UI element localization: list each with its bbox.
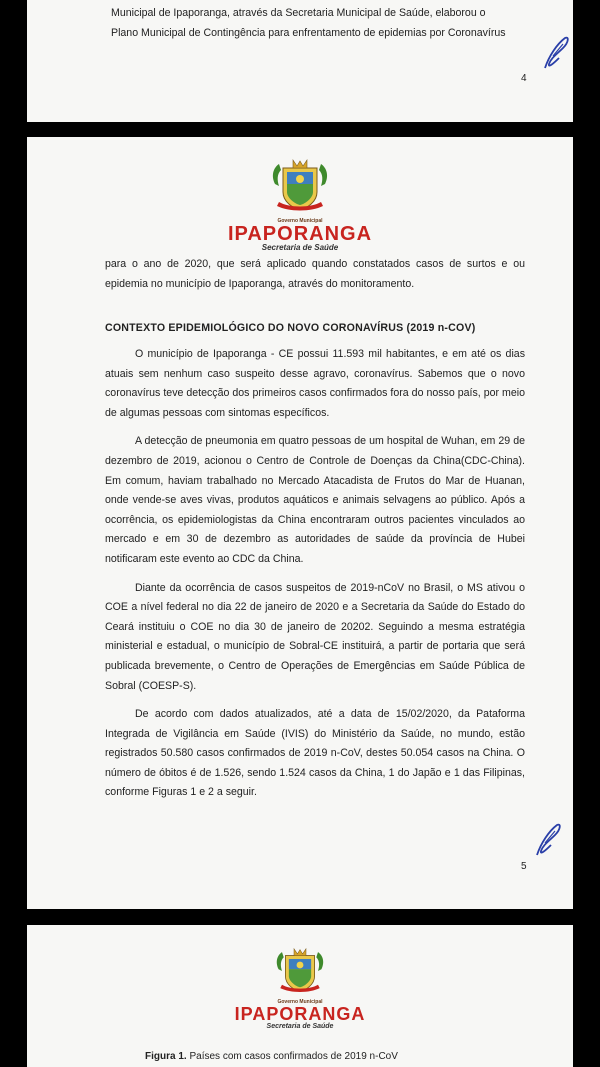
page-4-text <box>111 4 531 43</box>
figure-caption <box>145 1051 398 1062</box>
paragraph-3: Diante da ocorrência de casos suspeitos de 2019-nCoV no Brasil, o MS ativou o COE a nível federal no dia 22 de janeiro de 2020 e a Secretaria da Saúde do Estado do Ceará instituiu o COE no dia 30 de janeiro de 20202. Seguindo a mesma estratégia ministerial e estadual, o município de Sobral-CE instituirá, a partir de portaria que será publicada brevemente, o Centro de Operações de Emergências em Saúde Pública de Sobral (COESP-S). <box>105 581 525 692</box>
figure-caption-text: Países com casos confirmados de 2019 n-CoV <box>189 1051 398 1062</box>
signature-mark <box>539 34 573 74</box>
municipal-logo <box>200 947 400 1031</box>
section-heading: CONTEXTO EPIDEMIOLÓGICO DO NOVO CORONAVÍRUS (2019 n-COV) <box>105 322 476 334</box>
page-number: 4 <box>521 73 527 84</box>
logo-subtitle: Secretaria de Saúde <box>266 1023 334 1030</box>
page-number: 5 <box>521 861 527 872</box>
figure-caption-label: Figura 1. <box>145 1051 187 1062</box>
signature-mark <box>531 821 565 861</box>
logo-brand: IPAPORANGA <box>227 223 373 245</box>
paragraph-2: A detecção de pneumonia em quatro pessoas de um hospital de Wuhan, em 29 de dezembro de 2019, acionou o Centro de Controle de Doenças da China(CDC-China). Em comum, haviam trabalhado no Mercado Atacadista de Frutos do Mar de Huanan, onde vende-se aves vivas, produtos aquáticos e animais selvagens ao público. Após a ocorrência, os epidemiologistas da China encontraram outros pacientes vinculados ao mercado e em 30 de dezembro as autoridades de saúde da província de Hubei notificaram este evento ao CDC da China. <box>105 435 525 565</box>
logo-top-text: Governo Municipal <box>277 218 323 224</box>
logo-brand: IPAPORANGA <box>234 1004 366 1024</box>
logo-subtitle: Secretaria de Saúde <box>261 243 339 252</box>
page-5 <box>27 137 573 909</box>
municipal-logo <box>200 158 400 253</box>
page-6 <box>27 925 573 1067</box>
page-4 <box>27 0 573 122</box>
intro-text: para o ano de 2020, que será aplicado quando constatados casos de surtos e ou epidemia no município de Ipaporanga, através do monitoramento. <box>105 258 525 290</box>
coat-of-arms-icon <box>271 947 329 995</box>
page-4-line-1: Municipal de Ipaporanga, através da Secretaria Municipal de Saúde, elaborou o <box>111 7 486 19</box>
logo-top-text: Governo Municipal <box>277 999 323 1005</box>
coat-of-arms-icon <box>267 158 333 214</box>
body-text <box>105 345 525 803</box>
paragraph-1: O município de Ipaporanga - CE possui 11.593 mil habitantes, e em até os dias atuais sem nenhum caso suspeito desse agravo, coronavírus. Sabemos que o novo coronavírus teve detecção dos primeiros casos confirmados fora do nosso país, por meio de algumas pessoas com sintomas específicos. <box>105 348 525 419</box>
paragraph-4: De acordo com dados atualizados, até a data de 15/02/2020, da Pataforma Integrada de Vigilância em Saúde (IVIS) do Ministério da Saúde, no mundo, estão registrados 50.580 casos confirmados de 2019 n-CoV, destes 50.054 casos na China. O número de óbitos é de 1.526, sendo 1.524 casos da China, 1 do Japão e 1 das Filipinas, conforme Figuras 1 e 2 a seguir. <box>105 708 525 799</box>
page-4-line-2: Plano Municipal de Contingência para enfrentamento de epidemias por Coronavírus <box>111 26 506 39</box>
